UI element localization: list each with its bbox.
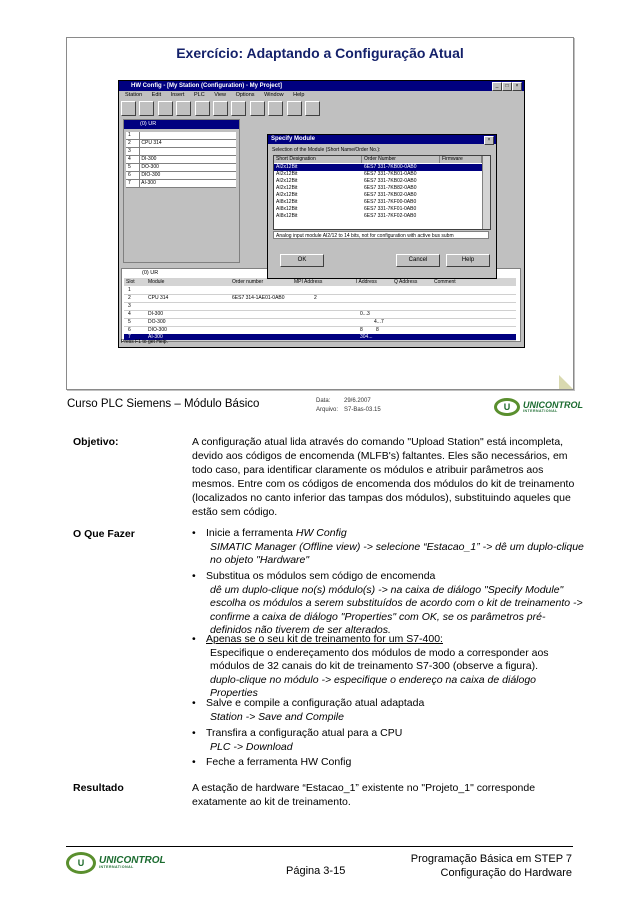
- menu-edit[interactable]: Edit: [151, 92, 162, 98]
- menu-view[interactable]: View: [214, 92, 227, 98]
- step-replace-modules: • Substitua os módulos sem código de encomenda dê um duplo-clique no(s) módulo(s) -> na caixa de diálogo "Specify Module" escolha os módulos a serem substituídos de acordo com o kit de treinamento -> confirme a caixa de diálogo "Properties" com OK, se os parâmetros pré-definidos não tiverem de ser alterados.: [192, 570, 583, 636]
- unicontrol-logo-footer: [66, 852, 166, 874]
- step-start-detail: SIMATIC Manager (Offline view) -> selecione “Estacao_1” -> dê um duplo-clique no objeto "Hardware": [210, 540, 584, 566]
- new-icon[interactable]: [121, 101, 136, 116]
- rack-slot-2[interactable]: 2 CPU 314: [126, 140, 236, 148]
- course-title: Curso PLC Siemens – Módulo Básico: [67, 398, 260, 410]
- menu-help[interactable]: Help: [293, 92, 305, 98]
- save-icon[interactable]: [158, 101, 173, 116]
- cancel-button[interactable]: Cancel: [396, 254, 440, 267]
- logo-subtitle: INTERNATIONAL: [99, 865, 134, 870]
- step-download: • Transfira a configuração atual para a CPU PLC -> Download: [192, 727, 584, 754]
- download-icon[interactable]: [213, 101, 228, 116]
- arquivo-label: Arquivo:: [316, 407, 339, 413]
- window-titlebar: [119, 81, 524, 91]
- footer-line-2: Configuração do Hardware: [440, 867, 572, 879]
- list-item[interactable]: AI2x12Bit 6ES7 331-7KB82-0AB0: [276, 185, 417, 191]
- ok-button[interactable]: OK: [280, 254, 324, 267]
- hwconfig-tool-name: HW Config: [295, 527, 347, 539]
- page-curl-icon: [559, 375, 573, 389]
- oque-label: O Que Fazer: [73, 528, 135, 540]
- slide-frame: [66, 37, 574, 390]
- table-row[interactable]: 5 DO-300 4...7: [124, 319, 516, 327]
- step-s7-400-detail2: duplo-clique no módulo -> especifique o endereço na caixa de diálogo Properties: [210, 673, 537, 699]
- step-download-title: Transfira a configuração atual para a CPU: [206, 727, 403, 739]
- page-number: Página 3-15: [286, 865, 346, 877]
- list-item-selected[interactable]: AI2x12Bit 6ES7 331-7KB00-0AB0: [274, 164, 482, 171]
- data-value: 29/6.2007: [344, 398, 371, 404]
- station-table: [121, 268, 521, 342]
- table-row[interactable]: 2 CPU 314 6ES7 314-1AE01-0AB0 2: [124, 295, 516, 303]
- list-item[interactable]: AI2x12Bit 6ES7 331-7KB01-0AB0: [276, 171, 417, 177]
- specify-module-dialog: [267, 134, 497, 279]
- rack-slot-1[interactable]: 1: [126, 132, 236, 140]
- module-list[interactable]: [273, 155, 491, 230]
- step-close-title: Feche a ferramenta HW Config: [206, 756, 352, 768]
- upload-icon[interactable]: [231, 101, 246, 116]
- compile-icon[interactable]: [176, 101, 191, 116]
- step-save-detail: Station -> Save and Compile: [210, 710, 344, 723]
- table-row[interactable]: 3: [124, 303, 516, 311]
- table-row-selected[interactable]: 7 AI-300 304...: [124, 334, 516, 341]
- list-item[interactable]: AI2x12Bit 6ES7 331-7KB02-0AB0: [276, 192, 417, 198]
- rack-slot-4[interactable]: 4 DI-300: [126, 156, 236, 164]
- close-icon[interactable]: ×: [512, 82, 522, 91]
- list-scrollbar[interactable]: [482, 156, 490, 229]
- slide-title: Exercício: Adaptando a Configuração Atual: [176, 45, 464, 61]
- module-info: Analog input module AI2/12 to 14 bits, not for configuration with active bus subm: [273, 231, 489, 239]
- print-icon[interactable]: [195, 101, 210, 116]
- dialog-label: Selection of the Module (Short Name/Order No.):: [272, 147, 381, 153]
- toolbar: [121, 101, 322, 117]
- step-save-title: Salve e compile a configuração atual adaptada: [206, 697, 425, 709]
- menu-window[interactable]: Window: [264, 92, 284, 98]
- menu-bar: [119, 91, 524, 100]
- logo-subtitle: INTERNATIONAL: [523, 408, 558, 413]
- window-title: HW Config - [My Station (Configuration) - My Project]: [131, 83, 282, 89]
- open-icon[interactable]: [139, 101, 154, 116]
- maximize-icon[interactable]: □: [502, 82, 512, 91]
- list-item[interactable]: AI8x12Bit 6ES7 331-7KF02-0AB0: [276, 213, 417, 219]
- table-row[interactable]: 4 DI-300 0...3: [124, 311, 516, 319]
- table-row[interactable]: 6 DIO-300 8 8: [124, 327, 516, 335]
- catalog-icon[interactable]: [287, 101, 302, 116]
- copy-icon[interactable]: [250, 101, 265, 116]
- menu-plc[interactable]: PLC: [193, 92, 205, 98]
- menu-station[interactable]: Station: [125, 92, 143, 98]
- col-firmware[interactable]: Firmware: [440, 156, 482, 163]
- list-item[interactable]: AI8x12Bit 6ES7 331-7KF01-0AB0: [276, 206, 417, 212]
- menu-options[interactable]: Options: [235, 92, 255, 98]
- unicontrol-logo-header: [494, 398, 583, 416]
- logo-name: UNICONTROL: [99, 855, 166, 867]
- step-s7-400-title: Apenas se o seu kit de treinamento for um S7-400:: [206, 633, 443, 645]
- step-download-detail: PLC -> Download: [210, 740, 293, 753]
- rack-slot-6[interactable]: 6 DIO-300: [126, 172, 236, 180]
- table-row[interactable]: 1: [124, 287, 516, 295]
- step-close: • Feche a ferramenta HW Config: [192, 756, 584, 770]
- logo-name: UNICONTROL: [523, 399, 583, 410]
- station-table-title: (0) UR: [142, 270, 159, 276]
- step-replace-title: Substitua os módulos sem código de encomenda: [206, 570, 436, 582]
- help-button[interactable]: Help: [446, 254, 490, 267]
- resultado-text: A estação de hardware “Estacao_1” existente no "Projeto_1" corresponde exatamente ao kit de treinamento.: [192, 782, 536, 808]
- station-table-header: Slot Module Order number MPI Address I Address Q Address Comment: [124, 278, 516, 286]
- rack-header: (0) UR: [124, 120, 239, 129]
- step-s7-400: • Apenas se o seu kit de treinamento for um S7-400: Especifique o endereçamento dos módulos de modo a corresponder aos módulos de 32 canais do kit de treinamento S7-300 (observe a figura). duplo-clique no módulo -> especifique o endereço na caixa de diálogo Properties: [192, 633, 584, 701]
- paste-icon[interactable]: [268, 101, 283, 116]
- list-item[interactable]: AI8x12Bit 6ES7 331-7KF00-0AB0: [276, 199, 417, 205]
- data-label: Data:: [316, 398, 331, 404]
- logo-icon: U: [494, 398, 520, 416]
- minimize-icon[interactable]: _: [492, 82, 502, 91]
- step-s7-400-detail: Especifique o endereçamento dos módulos de modo a corresponder aos módulos de 32 canais do kit de treinamento S7-300 (observe a figura).: [210, 646, 549, 672]
- step-replace-detail: dê um duplo-clique no(s) módulo(s) -> na caixa de diálogo "Specify Module" escolha os módulos a serem substituídos de acordo com o kit de treinamento -> confirme a caixa de diálogo "Properties" com OK, se os parâmetros pré-definidos não tiverem de ser alterados.: [210, 583, 583, 636]
- footer-line-1: Programação Básica em STEP 7: [410, 853, 572, 865]
- footer-divider: [66, 846, 573, 847]
- rack-slot-7[interactable]: 7 AI-300: [126, 180, 236, 188]
- help-icon[interactable]: [305, 101, 320, 116]
- arquivo-value: S7-Bas-03.15: [344, 407, 381, 413]
- logo-icon: U: [66, 852, 96, 874]
- rack-slot-3[interactable]: 3: [126, 148, 236, 156]
- resultado-label: Resultado: [73, 782, 124, 794]
- objetivo-text: A configuração atual lida através do comando "Upload Station" está incompleta, devido aos códigos de encomenda (MLFB's) faltantes. Eles são necessários, em todo caso, para identificar claramente os módulos e atribuir parâmetros aos mesmos. Entre com os códigos de encomenda dos módulos do kit de treinamento (localizados no canto inferior das tampas dos módulos), substituindo aqueles que estão sem código.: [192, 436, 575, 518]
- rack-view: [123, 119, 240, 263]
- col-order-number[interactable]: Order Number: [362, 156, 440, 163]
- step-save-compile: • Salve e compile a configuração atual adaptada Station -> Save and Compile: [192, 697, 584, 724]
- dialog-close-icon[interactable]: ×: [484, 136, 494, 145]
- dialog-title: Specify Module: [268, 135, 496, 144]
- rack-slot-5[interactable]: 5 DO-300: [126, 164, 236, 172]
- col-short-designation[interactable]: Short Designation: [274, 156, 362, 163]
- status-bar: Press F1 to get Help.: [121, 339, 168, 345]
- objetivo-label: Objetivo:: [73, 436, 119, 448]
- step-start-hwconfig: • Inicie a ferramenta HW Config SIMATIC Manager (Offline view) -> selecione “Estacao_1” -> dê um duplo-clique no objeto "Hardware": [192, 527, 584, 566]
- list-item[interactable]: AI2x12Bit 6ES7 331-7KB02-0AB0: [276, 178, 417, 184]
- menu-insert[interactable]: Insert: [170, 92, 185, 98]
